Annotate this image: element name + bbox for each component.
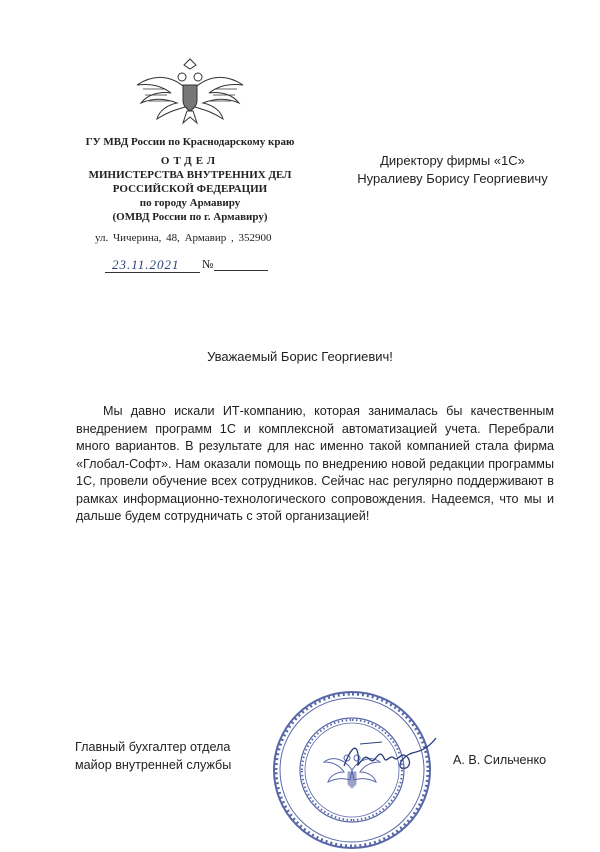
recipient-position: Директору фирмы «1С» [380,153,525,168]
document-number-underline [214,258,268,271]
sender-short-name: (ОМВД России по г. Армавиру) [112,211,268,223]
sender-city: по городу Армавиру [139,197,241,209]
sender-federation: РОССИЙСКОЙ ФЕДЕРАЦИИ [112,183,268,195]
signatory-title-line1: Главный бухгалтер отдела [75,740,231,754]
recipient-block [340,152,565,188]
sender-ministry: МИНИСТЕРСТВА ВНУТРЕННИХ ДЕЛ [88,169,292,181]
signatory-title-line2: майор внутренней службы [75,758,232,772]
recipient-name: Нуралиеву Борису Георгиевичу [357,171,548,186]
mvd-eagle-emblem-icon [135,55,245,127]
signatory-title [75,738,231,774]
sender-address: ул. Чичерина, 48, Армавир , 352900 [95,232,272,244]
document-number-label: № [202,257,214,271]
handwritten-signature [340,730,440,780]
sender-parent-org: ГУ МВД России по Краснодарскому краю [85,136,295,148]
handwritten-date: 23.11.2021 [112,257,180,272]
sender-block [55,135,325,224]
signatory-name: А. В. Сильченко [453,753,547,767]
letter-body: Мы давно искали ИТ-компанию, которая занималась бы качественным внедрением программ 1С и комплексной автоматизацией учета. Перебрали много вариантов. В результате для нас именно такой компанией стала фирма «Глобал-Софт». Нам оказали помощь по внедрению новой редакции программы 1С, провели обучение всех сотрудников. Сейчас нас регулярно поддерживают в рамках информационно-технологического сопровождения. Надеемся, что мы и дальше будем сотрудничать с этой организацией! [76,404,554,523]
greeting: Уважаемый Борис Георгиевич! [207,349,393,364]
sender-department: ОТДЕЛ [160,155,220,167]
